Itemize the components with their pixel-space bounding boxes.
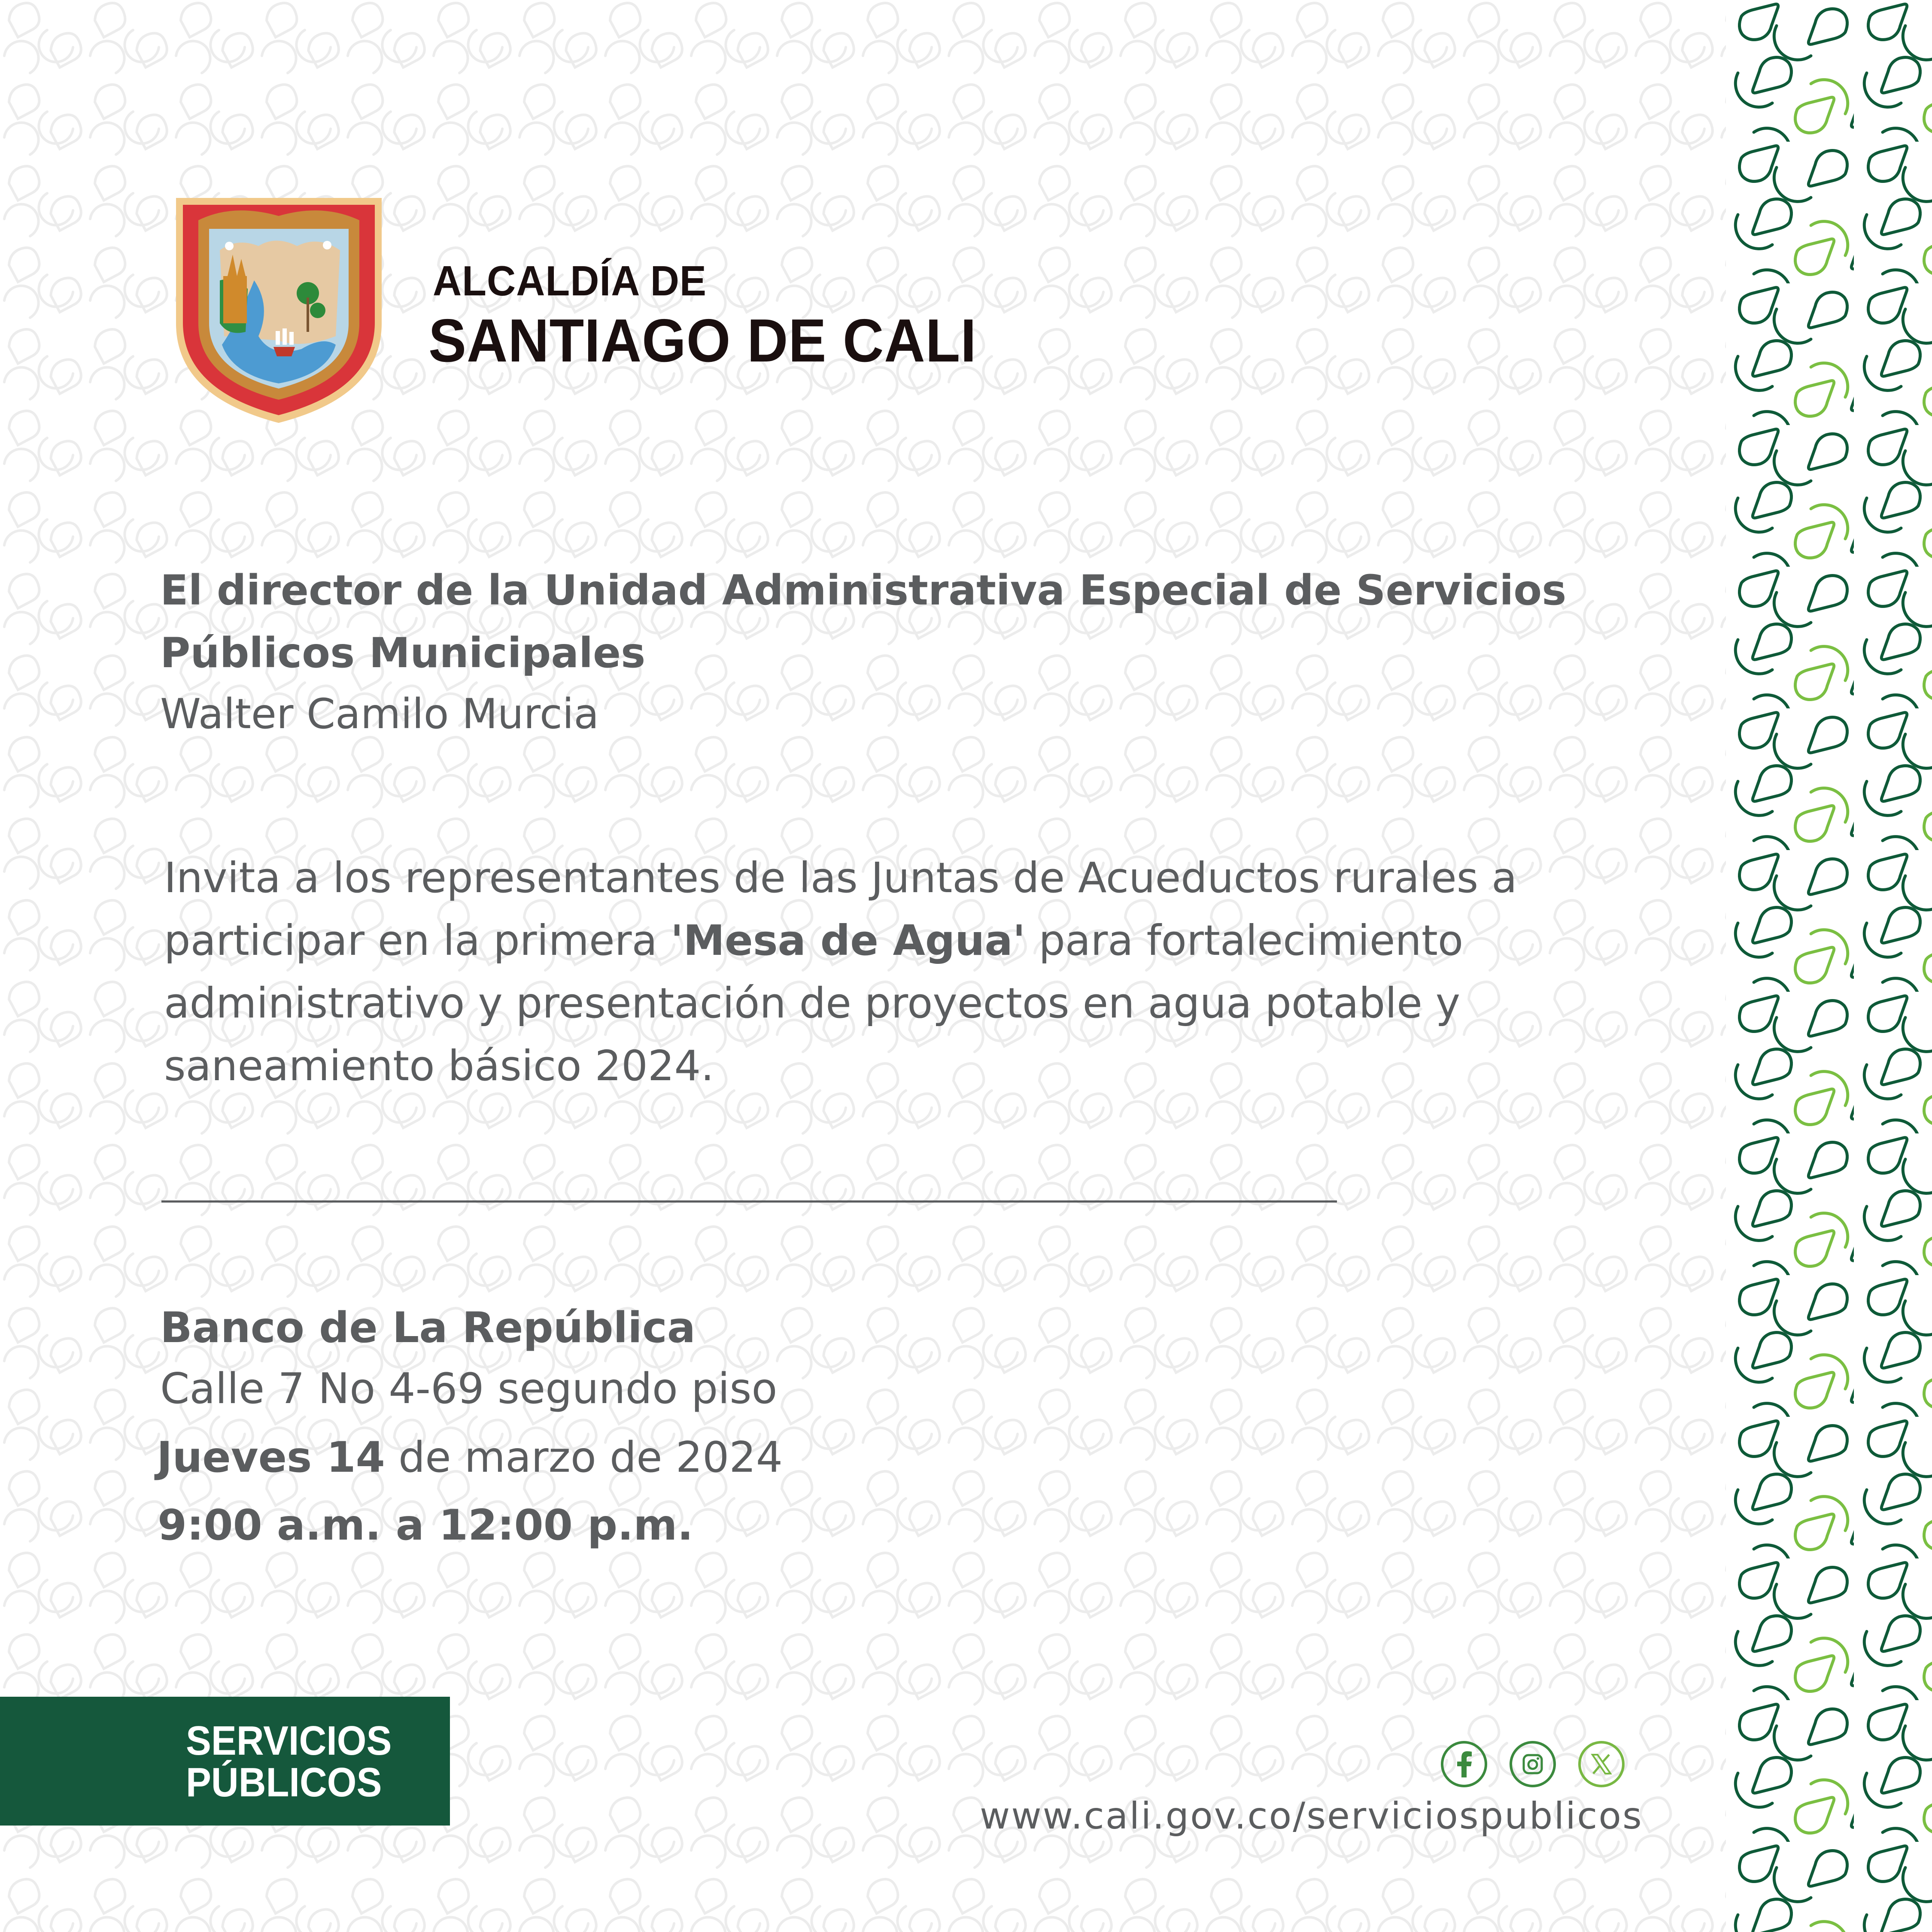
event-date-month: de marzo de 2024 xyxy=(385,1433,783,1482)
servicios-publicos-badge xyxy=(0,1697,450,1826)
event-date xyxy=(157,1426,783,1489)
badge-line2: PÚBLICOS xyxy=(186,1759,382,1805)
servicios-publicos-label xyxy=(186,1720,392,1803)
event-name: 'Mesa de Agua' xyxy=(670,916,1026,965)
event-time: 9:00 a.m. a 12:00 p.m. xyxy=(158,1501,693,1550)
badge-line1: SERVICIOS xyxy=(186,1718,392,1764)
x-icon xyxy=(1591,1753,1612,1775)
x-link[interactable] xyxy=(1578,1741,1625,1787)
instagram-link[interactable] xyxy=(1510,1741,1556,1787)
coat-of-arms-icon xyxy=(173,194,385,426)
director-name: Walter Camilo Murcia xyxy=(160,690,599,738)
facebook-icon xyxy=(1455,1751,1473,1777)
website-url[interactable]: www.cali.gov.co/serviciospublicos xyxy=(980,1795,1643,1838)
event-address: Calle 7 No 4-69 segundo piso xyxy=(160,1364,778,1413)
event-venue: Banco de La República xyxy=(160,1303,696,1352)
brand-line2: SANTIAGO DE CALI xyxy=(428,307,977,375)
right-drop-pattern xyxy=(1725,0,1932,1932)
invitation-paragraph xyxy=(164,847,1624,1097)
director-title: El director de la Unidad Administrativa Especial de Servicios Públicos Municipales xyxy=(160,566,1567,677)
brand-line1: ALCALDÍA DE xyxy=(433,257,707,304)
divider xyxy=(161,1200,1337,1203)
facebook-link[interactable] xyxy=(1441,1741,1487,1787)
invitation-text-end: para fortalecimiento administrativo y presentación de proyectos en agua potable y saneamiento básico 2024. xyxy=(164,916,1464,1090)
invitation-text-start: Invita a los representantes de las Juntas de Acueductos rurales a participar en la primera xyxy=(164,854,1517,965)
instagram-icon xyxy=(1522,1754,1543,1774)
event-date-day: Jueves 14 xyxy=(157,1433,385,1482)
